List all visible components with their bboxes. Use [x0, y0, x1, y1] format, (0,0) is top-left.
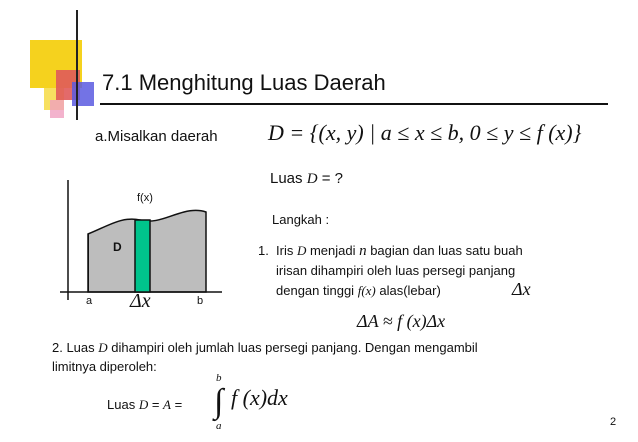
step2-line1-post: dihampiri oleh jumlah luas persegi panjang. Dengan mengambil: [107, 340, 478, 355]
step2-line1-D: D: [98, 340, 108, 355]
steps-heading: Langkah :: [272, 212, 330, 227]
step1-line3-x: (x): [361, 283, 376, 298]
step1-line2: irisan dihampiri oleh luas persegi panjang: [276, 263, 516, 278]
step1-line1: [276, 243, 523, 260]
integral-lower-limit: a: [216, 420, 222, 432]
step1-line1-mid: menjadi: [306, 243, 360, 258]
b-label: b: [197, 295, 204, 307]
area-question: [270, 170, 343, 188]
step1-line1-pre: Iris: [276, 243, 297, 258]
step1-line1-D: D: [296, 243, 307, 258]
left-bound: [88, 234, 89, 292]
page-title: 7.1 Menghitung Luas Daerah: [102, 70, 386, 95]
step1-line1-n: n: [359, 243, 367, 259]
deco-line-vertical: [76, 10, 78, 120]
area-question-suffix: = ?: [317, 170, 343, 187]
strip-rectangle: [135, 220, 150, 292]
a-label: a: [86, 295, 93, 307]
step2-line1-pre: 2. Luas: [52, 340, 99, 355]
intro-label: a.Misalkan daerah: [95, 128, 218, 145]
integral-sign: ∫: [214, 383, 224, 420]
integrand: f (x)dx: [231, 385, 288, 410]
final-D: D: [138, 397, 149, 412]
step1-line1-post: bagian dan luas satu buah: [366, 243, 523, 258]
area-question-var: D: [306, 171, 318, 187]
curve-label: f(x): [137, 192, 153, 204]
step1-delta-x: Δx: [512, 279, 531, 299]
final-area-label: [107, 397, 182, 413]
integral-upper-limit: b: [216, 372, 222, 384]
step1-line3-pre: dengan tinggi: [276, 283, 358, 298]
step1-number: 1.: [258, 243, 269, 258]
final-A: A: [163, 397, 171, 412]
final-eq2: =: [170, 397, 183, 412]
area-question-prefix: Luas: [270, 170, 307, 187]
step2-line2: limitnya diperoleh:: [52, 359, 157, 374]
deco-square-pink: [50, 100, 64, 118]
final-eq: =: [148, 397, 164, 412]
step2-line1: [52, 340, 478, 356]
page-number: 2: [610, 416, 617, 428]
step1-line3-f: f: [357, 283, 362, 298]
region-label: D: [113, 240, 122, 254]
set-formula: D = {(x, y) | a ≤ x ≤ b, 0 ≤ y ≤ f (x)}: [268, 120, 582, 145]
step1-approximation: ΔA ≈ f (x)Δx: [357, 311, 446, 331]
title-underline: [100, 103, 608, 105]
step1-line3: [276, 283, 441, 299]
final-prefix: Luas: [107, 397, 139, 412]
delta-x-graph-label: Δx: [130, 290, 151, 312]
step1-line3-post: alas(lebar): [375, 283, 441, 298]
